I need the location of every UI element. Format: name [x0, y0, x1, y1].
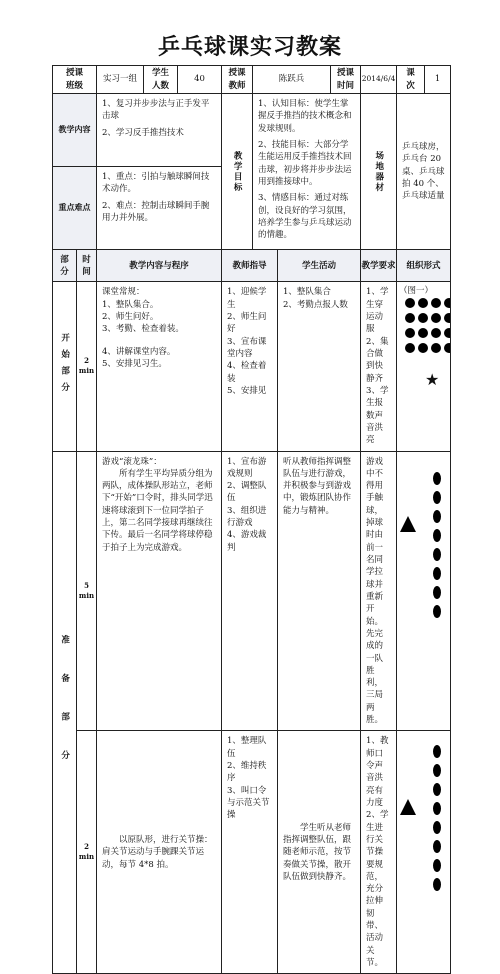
student-dot	[431, 298, 441, 308]
row-content	[97, 282, 222, 451]
col-requirement: 教学要求	[361, 250, 397, 282]
col-time: 时 间	[77, 250, 97, 282]
student-dot	[433, 567, 441, 580]
row-student	[278, 451, 361, 731]
row-teacher	[222, 731, 278, 974]
content-line: 4、讲解课堂内容。	[102, 346, 176, 357]
teacher-line: 5、安排见	[227, 385, 267, 396]
part-start-label: 开始部分	[59, 333, 70, 400]
lesson-row	[53, 282, 451, 451]
teacher-line: 2、维持秩序	[227, 761, 267, 784]
teacher-line: 2、师生问好	[227, 312, 267, 335]
teacher-line: 2、调整队伍	[227, 481, 267, 504]
content-line: 3、考勤、检查着装。	[102, 324, 184, 335]
students-value: 40	[178, 66, 222, 94]
student-dot	[433, 548, 441, 561]
row-student	[278, 282, 361, 451]
student-dot	[433, 472, 441, 485]
student-dot	[431, 328, 441, 338]
student-dot	[433, 605, 441, 618]
time-value: 2014/6/4	[361, 66, 397, 94]
key-item: 2、难点：控制击球瞬间手腕用力并外展。	[102, 200, 210, 223]
teacher-label: 授课 教师	[222, 66, 253, 94]
teacher-value: 陈跃兵	[253, 66, 331, 94]
student-dot	[444, 343, 451, 353]
teacher-line: 1、迎候学生	[227, 287, 267, 310]
student-dot	[418, 313, 428, 323]
teacher-line: 3、组织进行游戏	[227, 505, 267, 529]
content-line: 以原队形，进行关节操：肩关节运动与手腕踝关节运动，每节 4*8 拍。	[102, 834, 213, 870]
formation-diagram-2	[397, 451, 451, 731]
session-value: 1	[425, 66, 451, 94]
row-requirement	[361, 282, 397, 451]
teacher-line: 1、整理队伍	[227, 736, 267, 759]
requirement-line: 1、学生穿运动服	[366, 287, 389, 335]
student-dot	[405, 313, 415, 323]
row-student	[278, 731, 361, 974]
goal-item: 3、情感目标：通过对练创，设良好的学习氛围，培养学生参与乒乓球运动的情趣。	[258, 193, 352, 241]
row-content	[97, 731, 222, 974]
lesson-row	[53, 451, 451, 731]
student-dot	[433, 859, 441, 872]
teacher-triangle-icon	[400, 799, 416, 815]
venue-label-cell	[361, 94, 397, 250]
teacher-line: 4、检查着装	[227, 361, 267, 384]
page-title: 乒乓球课实习教案	[157, 35, 342, 60]
row-time: 5 min	[77, 451, 97, 731]
lesson-plan-table	[52, 65, 451, 974]
student-dot	[433, 783, 441, 796]
col-organization: 组织形式	[397, 250, 451, 282]
student-dot	[433, 510, 441, 523]
row-time: 2 min	[77, 282, 97, 451]
content-line: 2、师生问好。	[102, 312, 159, 323]
student-dot	[433, 491, 441, 504]
requirement-line: 游戏中不得用手触球，掉球时由前一名同学拉球并重新开始。先完成的一队胜利，三局两胜。	[366, 456, 384, 726]
content-item: 1、复习并步步法与正手发平击球	[102, 99, 210, 122]
goal-items	[253, 94, 361, 250]
student-dot	[431, 343, 441, 353]
goal-item: 2、技能目标：大部分学生能运用反手推挡技术回击球，初步将并步步法运用到推接球中。	[258, 139, 352, 187]
student-dot	[433, 802, 441, 815]
goal-item: 1、认知目标：使学生掌握反手推挡的技术概念和发球规则。	[258, 99, 352, 134]
student-dot	[433, 821, 441, 834]
col-teacher: 教师指导	[222, 250, 278, 282]
student-line: 2、考勤点报人数	[283, 299, 348, 310]
student-dot	[433, 764, 441, 777]
goal-label: 教学目标	[232, 150, 243, 193]
part-prep-label: 准备部分	[59, 635, 70, 790]
goal-label-cell	[222, 94, 253, 250]
lesson-row	[53, 731, 451, 974]
session-label: 课 次	[397, 66, 425, 94]
content-line: 所有学生平均异质分组为两队，成体操队形站立，老师下“开始”口令时，排头同学迅速将球滚到下一位同学拍子上，第二名同学接球再继续往下传。最后一名同学将球停稳于拍子上为完成游戏。	[102, 468, 213, 553]
col-part: 部 分	[53, 250, 77, 282]
content-item: 2、学习反手推挡技术	[102, 127, 184, 138]
student-dot	[433, 878, 441, 891]
key-items	[97, 167, 222, 250]
col-content: 教学内容与程序	[97, 250, 222, 282]
student-dot	[418, 328, 428, 338]
content-items	[97, 94, 222, 167]
key-item: 1、重点：引拍与触球瞬间技术动作。	[102, 172, 210, 195]
teacher-triangle-icon	[400, 516, 416, 532]
teacher-line: 4、游戏裁判	[227, 530, 267, 553]
content-line: 1、整队集合。	[102, 299, 159, 310]
requirement-line: 2、学生进行关节操要规范，充分拉伸韧带、活动关节。	[366, 810, 389, 968]
teacher-line: 3、叫口令与示范关节操	[227, 785, 270, 821]
class-value: 实习一组	[97, 66, 144, 94]
key-label-cell	[53, 167, 97, 250]
row-teacher	[222, 451, 278, 731]
requirement-line: 1、教师口令声音洪亮有力度	[366, 736, 389, 808]
venue-label: 场地器材	[373, 150, 384, 193]
student-dot	[405, 343, 415, 353]
teacher-line: 1、宣布游戏规则	[227, 456, 267, 479]
row-teacher	[222, 282, 278, 451]
student-dot	[418, 343, 428, 353]
class-label: 授课 班级	[53, 66, 97, 94]
students-label: 学生 人数	[144, 66, 178, 94]
venue-text: 乒乓球房，乒乓台 20 桌、乒乓球拍 40 个、乒乓球适量	[397, 94, 451, 250]
requirement-line: 3、学生报数声音洪亮	[366, 385, 389, 446]
formation-diagram-3	[397, 731, 451, 974]
part-prep-cell	[53, 451, 77, 974]
time-label: 授课 时间	[331, 66, 361, 94]
column-header-row	[53, 250, 451, 282]
student-dot	[444, 298, 451, 308]
row-content	[97, 451, 222, 731]
teacher-line: 3、宣布课堂内容	[227, 336, 267, 359]
key-label: 重点难点	[58, 202, 91, 213]
student-dot	[433, 529, 441, 542]
student-dot	[444, 328, 451, 338]
row-time: 2 min	[77, 731, 97, 974]
student-dot	[433, 586, 441, 599]
student-dot	[405, 328, 415, 338]
content-line: 游戏“滚龙珠”：	[102, 456, 162, 467]
student-dot	[444, 313, 451, 323]
figure-caption: （图一）	[399, 286, 434, 297]
student-dot	[405, 298, 415, 308]
content-line: 课堂常规：	[102, 287, 145, 298]
student-line: 学生听从老师指挥调整队伍，跟随老师示范，按节奏做关节操，散开队伍做到快静齐。	[283, 822, 352, 882]
part-start-cell	[53, 282, 77, 451]
student-dot	[418, 298, 428, 308]
col-student: 学生活动	[278, 250, 361, 282]
student-dot	[433, 840, 441, 853]
student-line: 听从教师指挥调整队伍与进行游戏，并积极参与到游戏中，锻炼团队协作能力与精神。	[283, 456, 352, 516]
student-dot	[431, 313, 441, 323]
row-requirement	[361, 451, 397, 731]
formation-diagram-1	[397, 282, 451, 451]
content-line: 5、安排见习生。	[102, 359, 167, 369]
content-label-cell	[53, 94, 97, 167]
student-dot	[433, 745, 441, 758]
requirement-line: 2、集合做到快静齐	[366, 336, 389, 384]
student-line: 1、整队集合	[283, 287, 331, 298]
star-icon: ★	[425, 370, 440, 390]
content-label: 教学内容	[58, 124, 91, 135]
header-row	[53, 66, 451, 94]
row-requirement	[361, 731, 397, 974]
